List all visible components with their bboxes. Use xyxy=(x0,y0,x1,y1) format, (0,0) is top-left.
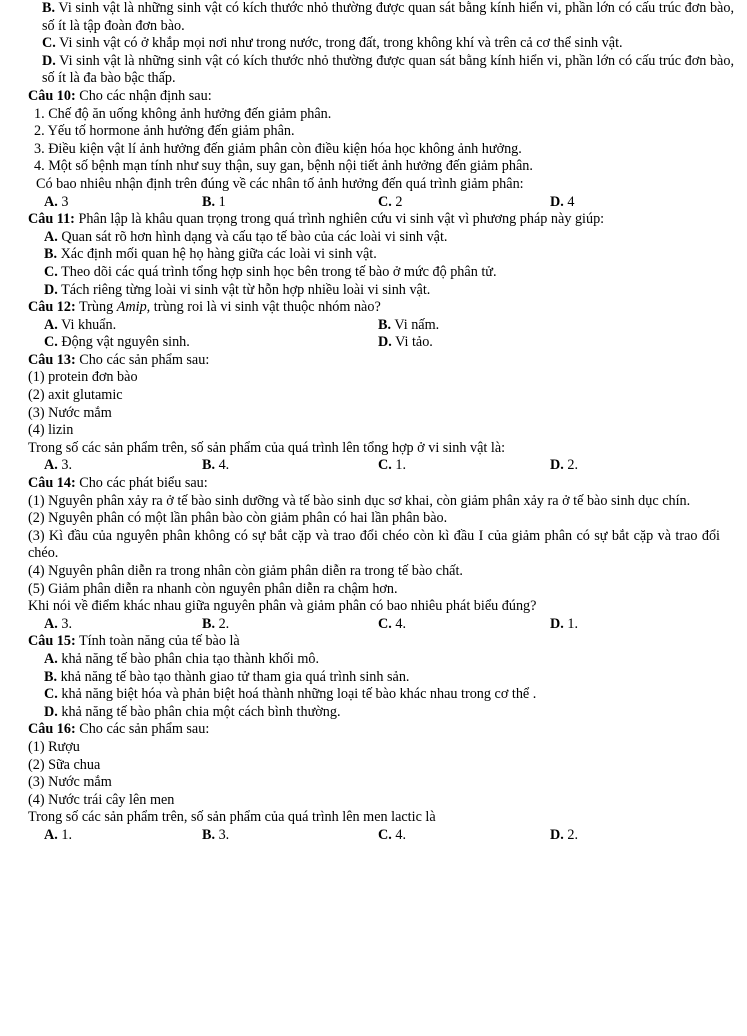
q16-item: (4) Nước trái cây lên men xyxy=(28,791,175,808)
q10-item: 1. Chế độ ăn uống không ảnh hưởng đến giảm phân. xyxy=(34,105,332,122)
q10-item: 3. Điều kiện vật lí ảnh hưởng đến giảm phân còn điều kiện hóa học không ảnh hưởng. xyxy=(34,140,522,157)
q15-option-a: A. khả năng tế bào phân chia tạo thành khối mô. xyxy=(44,650,320,667)
question-label: Câu 15: xyxy=(28,633,76,650)
q15-stem: Câu 15: Tính toàn năng của tế bào là xyxy=(28,633,240,650)
option-a: A. 3. xyxy=(44,615,72,632)
q12-stem: Câu 12: Trùng Amip, trùng roi là vi sinh vật thuộc nhóm nào? xyxy=(28,299,381,316)
option-d: D. 2. xyxy=(550,826,578,843)
q10-item: 2. Yếu tố hormone ảnh hưởng đến giảm phân. xyxy=(34,123,295,140)
q10-stem: Câu 10: Cho các nhận định sau: xyxy=(28,87,212,104)
question-label: Câu 12: xyxy=(28,299,76,316)
option-d: D. 4 xyxy=(550,193,575,210)
q12-options-row1 xyxy=(28,317,747,335)
q15-option-c: C. khả năng biệt hóa và phản biệt hoá thành những loại tế bào khác nhau trong cơ thể . xyxy=(44,686,537,703)
option-c: C. Động vật nguyên sinh. xyxy=(44,334,190,351)
question-label: Câu 10: xyxy=(28,87,76,104)
q16-item: (2) Sữa chua xyxy=(28,756,101,773)
q16-item: (1) Rượu xyxy=(28,738,80,755)
q16-stem: Câu 16: Cho các sản phẩm sau: xyxy=(28,721,210,738)
q11-option-c: C. Theo dõi các quá trình tổng hợp sinh học bên trong tế bào ở mức độ phân tử. xyxy=(44,263,497,280)
q11-option-d: D. Tách riêng từng loài vi sinh vật từ hỗn hợp nhiều loài vi sinh vật. xyxy=(44,281,431,298)
option-b: B. 4. xyxy=(202,457,230,474)
q11-option-b: B. Xác định mối quan hệ họ hàng giữa các loài vi sinh vật. xyxy=(44,246,377,263)
q13-item: (2) axit glutamic xyxy=(28,387,123,404)
q13-options xyxy=(28,457,747,475)
option-b: B. 1 xyxy=(202,193,226,210)
q16-item: (3) Nước mắm xyxy=(28,774,112,791)
q9-option-d: D. Vi sinh vật là những sinh vật có kích thước nhỏ thường được quan sát bằng kính hiển vi, phần lớn có cấu trúc đơn bào, số ít là đa bào bậc thấp. xyxy=(42,52,734,87)
q14-item: (5) Giảm phân diễn ra nhanh còn nguyên phân diễn ra chậm hơn. xyxy=(28,580,398,597)
q10-options xyxy=(28,194,747,212)
q13-stem: Câu 13: Cho các sản phẩm sau: xyxy=(28,351,210,368)
q16-question: Trong số các sản phẩm trên, số sản phẩm của quá trình lên men lactic là xyxy=(28,809,436,826)
option-a: A. Vi khuẩn. xyxy=(44,316,117,333)
q16-options xyxy=(28,827,747,845)
option-a: A. 3 xyxy=(44,193,69,210)
question-label: Câu 13: xyxy=(28,351,76,368)
q9-option-b: B. Vi sinh vật là những sinh vật có kích thước nhỏ thường được quan sát bằng kính hiển vi, phần lớn có cấu trúc đơn bào, số ít là tập đoàn đơn bào. xyxy=(42,0,734,34)
q10-item: 4. Một số bệnh mạn tính như suy thận, suy gan, bệnh nội tiết ảnh hưởng đến giảm phân. xyxy=(34,158,533,175)
option-b: B. 3. xyxy=(202,826,230,843)
q11-option-a: A. Quan sát rõ hơn hình dạng và cấu tạo tế bào của các loài vi sinh vật. xyxy=(44,228,448,245)
q14-stem: Câu 14: Cho các phát biểu sau: xyxy=(28,475,208,492)
q13-question: Trong số các sản phẩm trên, số sản phẩm của quá trình lên tổng hợp ở vi sinh vật là: xyxy=(28,439,506,456)
q13-item: (1) protein đơn bào xyxy=(28,369,138,386)
q10-question: Có bao nhiêu nhận định trên đúng về các nhân tố ảnh hưởng đến quá trình giảm phân: xyxy=(36,175,524,192)
question-label: Câu 16: xyxy=(28,721,76,738)
q15-option-d: D. khả năng tế bào phân chia một cách bình thường. xyxy=(44,703,341,720)
q14-item: (3) Kì đầu của nguyên phân không có sự bắt cặp và trao đổi chéo còn kì đầu I của giảm phân có sự bắt cặp và trao đổi chéo. xyxy=(28,527,720,562)
option-a: A. 1. xyxy=(44,826,72,843)
question-label: Câu 14: xyxy=(28,475,76,492)
option-c: C. 1. xyxy=(378,457,406,474)
option-d: D. 1. xyxy=(550,615,578,632)
q14-item: (4) Nguyên phân diễn ra trong nhân còn giảm phân diễn ra trong tế bào chất. xyxy=(28,563,463,579)
option-a: A. 3. xyxy=(44,457,72,474)
q9-option-c: C. Vi sinh vật có ở khắp mọi nơi như trong nước, trong đất, trong không khí và trên cả cơ thể sinh vật. xyxy=(42,35,623,52)
option-b: B. 2. xyxy=(202,615,230,632)
q13-item: (3) Nước mắm xyxy=(28,404,112,421)
q14-item: (2) Nguyên phân có một lần phân bào còn giảm phân có hai lần phân bào. xyxy=(28,510,448,527)
q14-question: Khi nói về điểm khác nhau giữa nguyên phân và giảm phân có bao nhiêu phát biểu đúng? xyxy=(28,598,537,615)
q14-options xyxy=(28,616,747,634)
option-d: D. Vi tảo. xyxy=(378,334,433,351)
option-c: C. 4. xyxy=(378,826,406,843)
option-b: B. Vi nấm. xyxy=(378,316,440,333)
q14-item: (1) Nguyên phân xảy ra ở tế bào sinh dưỡng và tế bào sinh dục sơ khai, còn giảm phân xảy ra ở tế bào sinh dục chín. xyxy=(28,492,691,509)
option-d: D. 2. xyxy=(550,457,578,474)
option-c: C. 4. xyxy=(378,615,406,632)
question-label: Câu 11: xyxy=(28,211,75,228)
q13-item: (4) lizin xyxy=(28,422,74,439)
q12-options-row2 xyxy=(28,334,747,352)
option-c: C. 2 xyxy=(378,193,403,210)
q11-stem: Câu 11: Phân lập là khâu quan trọng trong quá trình nghiên cứu vi sinh vật vì phương pháp này giúp: xyxy=(28,211,605,228)
q15-option-b: B. khả năng tế bào tạo thành giao tử tham gia quá trình sinh sản. xyxy=(44,668,410,685)
